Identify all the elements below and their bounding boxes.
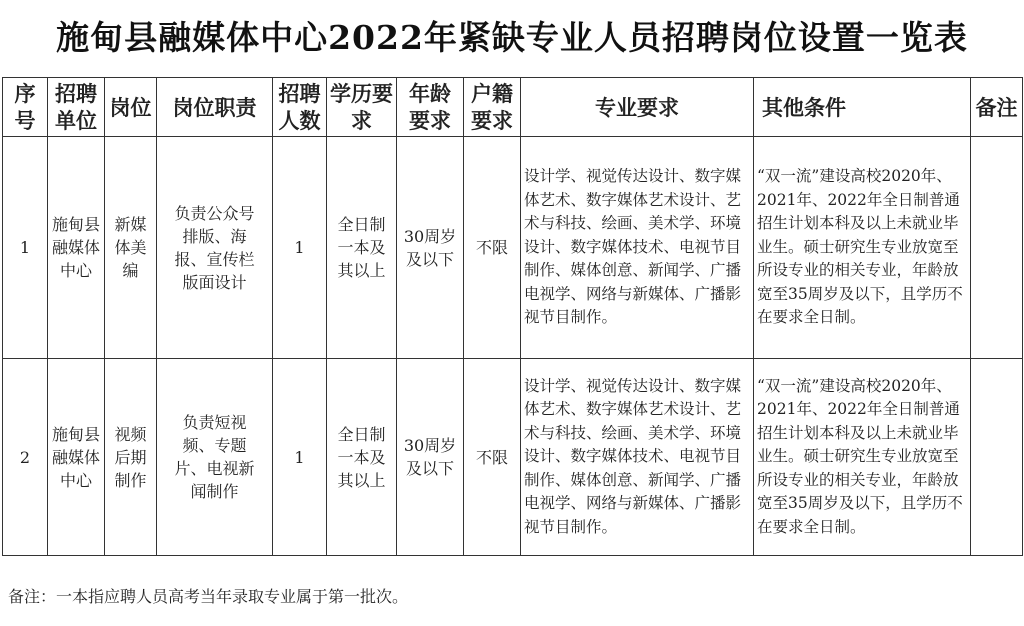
cell-other: “双一流”建设高校2020年、2021年、2022年全日制普通招生计划本科及以上未就业毕业生。硕士研究生专业放宽至所设专业的相关专业，年龄放宽至35周岁及以下，且学历不在要求全日制。	[754, 359, 971, 556]
cell-major: 设计学、视觉传达设计、数字媒体艺术、数字媒体艺术设计、艺术与科技、绘画、美术学、环境设计、数字媒体技术、电视节目制作、媒体创意、新闻学、广播电视学、网络与新媒体、广播影视节目制作。	[521, 359, 754, 556]
table-row	[3, 137, 1023, 359]
table-row	[3, 359, 1023, 556]
cell-duty: 负责公众号排版、海报、宣传栏版面设计	[157, 137, 273, 359]
header-age: 年龄要求	[397, 78, 464, 137]
cell-unit: 施甸县融媒体中心	[48, 137, 105, 359]
header-other: 其他条件	[754, 78, 971, 137]
header-major: 专业要求	[521, 78, 754, 137]
cell-major: 设计学、视觉传达设计、数字媒体艺术、数字媒体艺术设计、艺术与科技、绘画、美术学、环境设计、数字媒体技术、电视节目制作、媒体创意、新闻学、广播电视学、网络与新媒体、广播影视节目制作。	[521, 137, 754, 359]
header-remark: 备注	[971, 78, 1023, 137]
header-duty: 岗位职责	[157, 78, 273, 137]
cell-other: “双一流”建设高校2020年、2021年、2022年全日制普通招生计划本科及以上未就业毕业生。硕士研究生专业放宽至所设专业的相关专业，年龄放宽至35周岁及以下，且学历不在要求全日制。	[754, 137, 971, 359]
cell-duty: 负责短视频、专题片、电视新闻制作	[157, 359, 273, 556]
header-no: 序号	[3, 78, 48, 137]
cell-remark	[971, 359, 1023, 556]
cell-age: 30周岁及以下	[397, 359, 464, 556]
header-position: 岗位	[105, 78, 157, 137]
footnote: 备注：一本指应聘人员高考当年录取专业属于第一批次。	[8, 587, 409, 606]
cell-education: 全日制一本及其以上	[327, 359, 397, 556]
cell-no: 2	[3, 359, 48, 556]
positions-table	[2, 77, 1023, 556]
header-hukou: 户籍要求	[464, 78, 521, 137]
cell-position: 视频后期制作	[105, 359, 157, 556]
header-unit: 招聘单位	[48, 78, 105, 137]
cell-count: 1	[273, 137, 327, 359]
page-title: 施甸县融媒体中心2022年紧缺专业人员招聘岗位设置一览表	[56, 18, 968, 57]
cell-hukou: 不限	[464, 137, 521, 359]
header-count: 招聘人数	[273, 78, 327, 137]
cell-hukou: 不限	[464, 359, 521, 556]
header-education: 学历要求	[327, 78, 397, 137]
header-row	[3, 78, 1023, 137]
cell-count: 1	[273, 359, 327, 556]
cell-education: 全日制一本及其以上	[327, 137, 397, 359]
cell-no: 1	[3, 137, 48, 359]
cell-unit: 施甸县融媒体中心	[48, 359, 105, 556]
cell-age: 30周岁及以下	[397, 137, 464, 359]
cell-remark	[971, 137, 1023, 359]
cell-position: 新媒体美编	[105, 137, 157, 359]
